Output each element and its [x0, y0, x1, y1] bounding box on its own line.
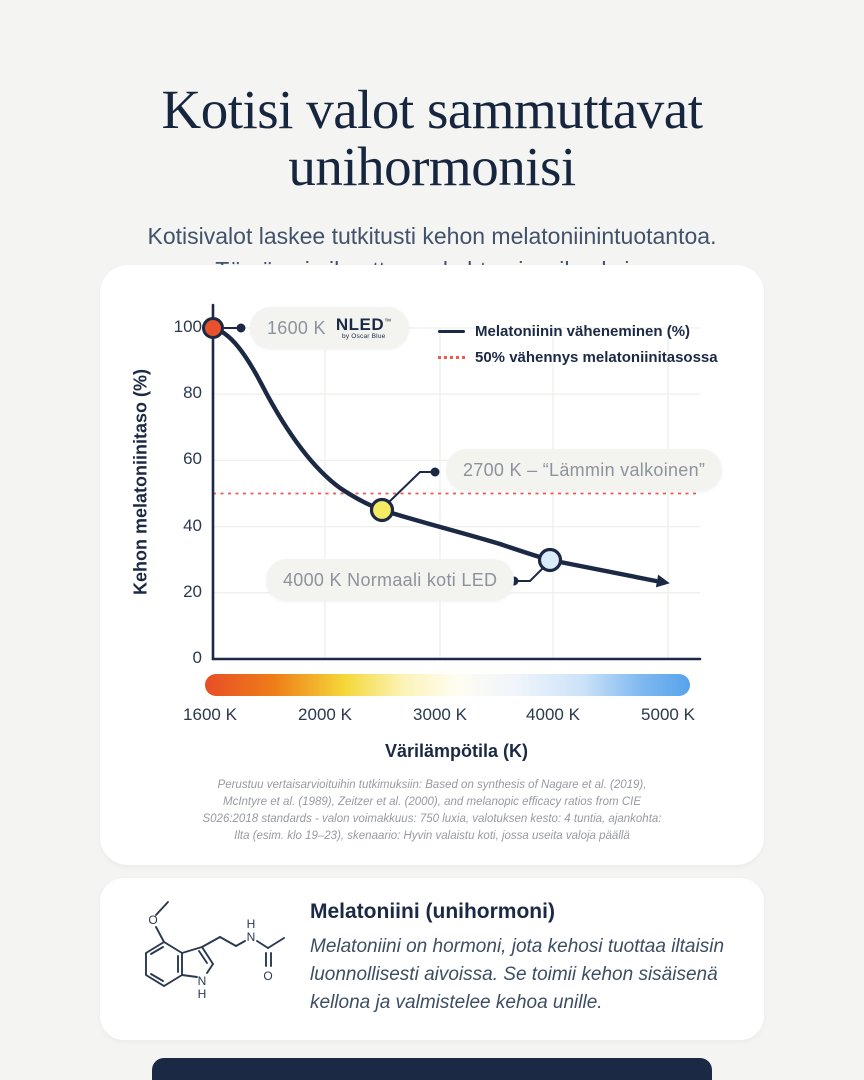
footnote-line-3: S026:2018 standards - valon voimakkuus: 750 luxia, valotuksen kesto: 4 tuntia, ajankohta: [202, 813, 662, 825]
solid-line-swatch [438, 330, 465, 333]
x-tick-2000k: 2000 K [298, 705, 352, 724]
chart-legend [438, 321, 718, 368]
dashed-line-swatch [438, 356, 465, 359]
y-tick-100: 100 [173, 317, 202, 336]
footer-bar [152, 1058, 712, 1080]
benzene-ring [146, 942, 182, 986]
annotation-1600k [250, 307, 409, 349]
brand-subtext: by Oscar Blue [342, 332, 386, 340]
legend-series-label: Melatoniinin väheneminen (%) [475, 323, 691, 340]
page-subtitle-line1: Kotisivalot laskee tutkitusti kehon melatoniinintuotantoa. [147, 223, 717, 249]
trademark-symbol: ™ [384, 318, 392, 326]
point-4000k [540, 550, 561, 571]
x-tick-4000k: 4000 K [526, 705, 580, 724]
y-axis-title: Kehon melatoniinitaso (%) [130, 369, 151, 596]
page-title [0, 78, 864, 197]
y-tick-20: 20 [183, 582, 202, 601]
annotation-2700k-label: 2700 K – “Lämmin valkoinen” [463, 459, 706, 480]
point-1600k [204, 319, 223, 338]
x-tick-3000k: 3000 K [413, 705, 467, 724]
ring-nitrogen-label: N [197, 974, 207, 988]
melatonin-info-card [100, 878, 764, 1040]
footnote-line-1: Perustuu vertaisarvioituihin tutkimuksiin: Based on synthesis of Nagare et al. (2019), [217, 779, 647, 791]
melatonin-text-block [310, 900, 750, 1017]
brand-name-text: NLED [335, 314, 385, 334]
annotation-2700k [446, 449, 722, 491]
annotation-4000k [266, 559, 514, 601]
curve-arrowhead [656, 575, 671, 590]
x-tick-1600k: 1600 K [183, 705, 237, 724]
y-tick-40: 40 [183, 516, 202, 535]
melatonin-description: Melatoniini on hormoni, jota kehosi tuottaa iltaisin luonnollisesti aivoissa. Se toimii kehon sisäisenä kellona ja valmistelee kehoa unille. [310, 936, 725, 1013]
x-axis-title: Värilämpötila (K) [384, 741, 529, 761]
methoxy-oxygen-label: O [148, 913, 158, 927]
legend-item-series [438, 321, 718, 342]
footnote-line-4: Ilta (esim. klo 19–23), skenaario: Hyvin valaistu koti, jossa useita valoja päällä [234, 830, 630, 842]
legend-threshold-label: 50% vähennys melatoniinitasossa [475, 349, 718, 366]
x-tick-5000k: 5000 K [641, 705, 695, 724]
chart-footnote [162, 777, 702, 845]
amide-nitrogen-label: N [246, 930, 256, 944]
point-2700k [372, 500, 393, 521]
amide-hydrogen-label: H [246, 917, 256, 931]
y-tick-60: 60 [183, 449, 202, 468]
annotation-4000k-label: 4000 K Normaali koti LED [283, 569, 498, 590]
ring-hydrogen-label: H [197, 987, 207, 1001]
chart-card [100, 265, 764, 865]
color-temperature-gradient-bar [205, 674, 690, 696]
page-title-line1: Kotisi valot sammuttavat [161, 78, 703, 140]
y-tick-80: 80 [183, 383, 202, 402]
melatonin-heading: Melatoniini (unihormoni) [310, 900, 555, 923]
nled-logo [336, 316, 392, 341]
melatonin-molecule-diagram [118, 890, 293, 1025]
legend-item-threshold [438, 347, 718, 368]
y-tick-0: 0 [192, 648, 202, 667]
page-title-line2: unihormonisi [288, 135, 576, 197]
footnote-line-2: McIntyre et al. (1989), Zeitzer et al. (2000), and melanopic efficacy ratios from CIE [222, 796, 641, 808]
annotation-1600k-temp: 1600 K [267, 317, 326, 338]
carbonyl-oxygen-label: O [263, 969, 273, 983]
